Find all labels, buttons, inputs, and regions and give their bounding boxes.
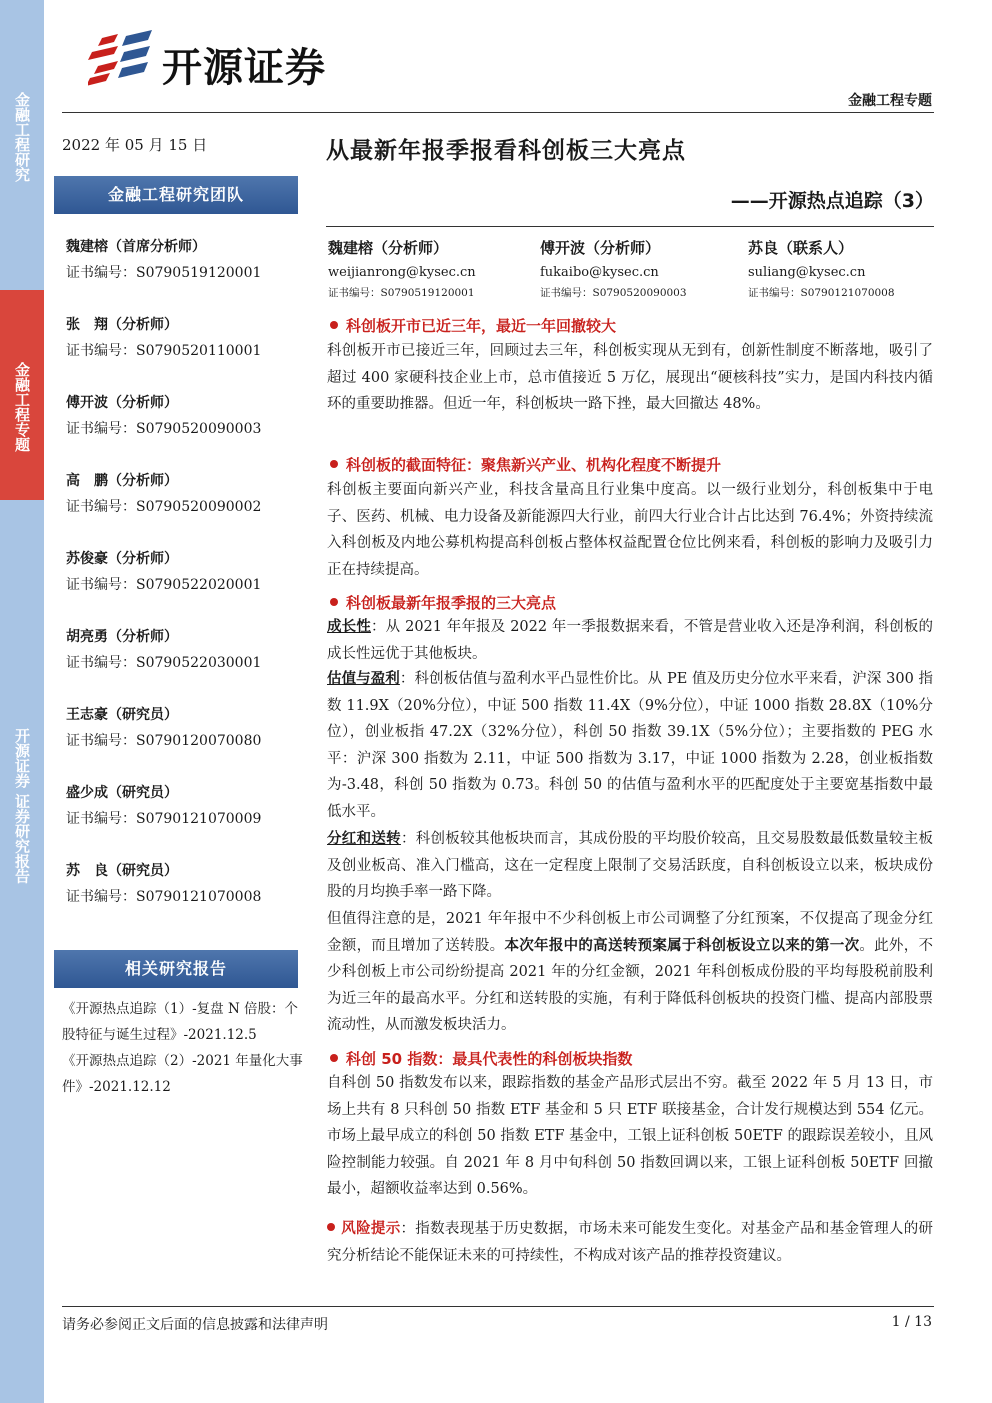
section-heading: 科创 50 指数：最具代表性的科创板块指数 [330, 1048, 632, 1069]
valuation-paragraph: 估值与盈利：科创板估值与盈利水平凸显性价比。从 PE 值及历史分位水平来看，沪深 300 指数 11.9X（20%分位），中证 500 指数 11.4X（9%分位），中证 1000 指数 28.8X（10%分位），创业板指 47.2X（32%分位），科创 50 指数 39.1X（5%分位）；主要指数的 PEG 水平：沪深 300 指数为 2.11，中证 500 指数为 3.17，中证 1000 指数为 2.28，创业板指数为-3.48，科创 50 指数为 0.73。科创 50 的估值与盈利水平的匹配度处于主要宽基指数中最低水平。 [327, 670, 934, 820]
team-member-cert: 证书编号：S0790522030001 [66, 655, 262, 671]
related-reports-title: 相关研究报告 [54, 950, 298, 988]
team-member-cert: 证书编号：S0790520090003 [66, 421, 262, 437]
bullet-icon [330, 460, 338, 468]
highlight-text: 本次年报中的高送转预案属于科创板设立以来的第一次 [504, 936, 860, 954]
section-paragraph: 科创板开市已接近三年，回顾过去三年，科创板实现从无到有，创新性制度不断落地，吸引了超过 400 家硬科技企业上市，总市值接近 5 万亿，展现出“硬核科技”实力，是国内科技内循环的重要助推器。但近一年，科创板块一路下挫，最大回撤达 48%。 [327, 343, 933, 412]
team-member-cert: 证书编号：S0790120070080 [66, 733, 262, 749]
related-report-link[interactable]: 《开源热点追踪（1）-复盘 N 倍股：个股特征与诞生过程》-2021.12.5 [62, 1001, 299, 1043]
team-member-name: 傅开波（分析师） [66, 395, 178, 411]
team-member-name: 苏 良（研究员） [66, 863, 178, 879]
team-member-cert: 证书编号：S0790522020001 [66, 577, 262, 593]
team-member-name: 王志豪（研究员） [66, 707, 178, 723]
team-member-cert: 证书编号：S0790121070008 [66, 889, 262, 905]
report-subtitle: ——开源热点追踪（3） [730, 190, 934, 212]
author-email[interactable]: suliang@kysec.cn [748, 265, 866, 280]
team-member-name: 苏俊豪（分析师） [66, 551, 178, 567]
page-number: 1 / 13 [891, 1314, 932, 1330]
author-block [748, 236, 895, 302]
author-cert: 证书编号：S0790520090003 [540, 287, 687, 299]
team-member [66, 314, 306, 362]
dividend-note-paragraph: 但值得注意的是，2021 年年报中不少科创板上市公司调整了分红预案，不仅提高了现金分红金额，而且增加了送转股。本次年报中的高送转预案属于科创板设立以来的第一次。此外，不少科创板上市公司纷纷提高 2021 年的分红金额，2021 年科创板成份股的平均每股税前股利为近三年的最高水平。分红和送转股的实施，有利于降低科创板块的投资门槛、提高内部股票流动性，从而激发板块活力。 [327, 911, 934, 1033]
report-date: 2022 年 05 月 15 日 [62, 136, 208, 154]
bullet-icon [327, 1223, 335, 1231]
side-strip-label-middle: 金融工程专题 [13, 362, 31, 452]
header-divider [62, 112, 934, 113]
bullet-icon [330, 598, 338, 606]
author-cert: 证书编号：S0790519120001 [328, 287, 475, 299]
team-member-name: 高 鹏（分析师） [66, 473, 178, 489]
author-block [540, 236, 687, 302]
section-paragraph: 自科创 50 指数发布以来，跟踪指数的基金产品形式层出不穷。截至 2022 年 5 月 13 日，市场上共有 8 只科创 50 指数 ETF 基金和 5 只 ETF 联接基金，合计发行规模达到 554 亿元。市场上最早成立的科创 50 指数 ETF 基金中，工银上证科创板 50ETF 的跟踪误差较小，且风险控制能力较强。自 2021 年 8 月中旬科创 50 指数回调以来，工银上证科创板 50ETF 回撤最小，超额收益率达到 0.56%。 [327, 1075, 933, 1197]
author-block [328, 236, 476, 302]
brand-name: 开源证券 [162, 45, 326, 91]
bullet-icon [330, 321, 338, 329]
team-member-name: 魏建榕（首席分析师） [66, 239, 206, 255]
team-member [66, 548, 306, 596]
team-title: 金融工程研究团队 [54, 176, 298, 214]
bullet-icon [330, 1054, 338, 1062]
section-paragraph: 科创板主要面向新兴产业，科技含量高且行业集中度高。以一级行业划分，科创板集中于电子、医药、机械、电力设备及新能源四大行业，前四大行业合计占比达到 76.4%；外资持续流入科创板及内地公募机构提高科创板占整体权益配置仓位比例来看，科创板的影响力及吸引力正在持续提高。 [327, 482, 933, 578]
risk-paragraph: 风险提示：指数表现基于历史数据，市场未来可能发生变化。对基金产品和基金管理人的研究分析结论不能保证未来的可持续性，不构成对该产品的推荐投资建议。 [327, 1221, 933, 1264]
footer-divider [62, 1306, 934, 1307]
dividend-label: 分红和送转 [327, 830, 401, 847]
team-member-cert: 证书编号：S0790519120001 [66, 265, 262, 281]
author-cert: 证书编号：S0790121070008 [748, 287, 895, 299]
brand-logo-icon [88, 30, 158, 90]
valuation-label: 估值与盈利 [327, 670, 400, 687]
section-heading: 科创板最新年报季报的三大亮点 [330, 592, 556, 613]
team-member-name: 胡亮勇（分析师） [66, 629, 178, 645]
team-member [66, 470, 306, 518]
team-member-cert: 证书编号：S0790520090002 [66, 499, 262, 515]
author-name: 傅开波（分析师） [540, 239, 661, 257]
team-member-name: 盛少成（研究员） [66, 785, 178, 801]
author-name: 苏良（联系人） [748, 239, 854, 257]
team-member [66, 392, 306, 440]
title-divider [326, 226, 934, 227]
brand-logo [88, 30, 388, 90]
side-strip-label-top: 金融工程研究 [13, 92, 31, 182]
section-heading: 科创板开市已近三年，最近一年回撤较大 [330, 315, 616, 336]
side-strip [0, 0, 44, 1403]
footer-disclaimer: 请务必参阅正文后面的信息披露和法律声明 [62, 1317, 328, 1333]
report-category: 金融工程专题 [848, 93, 932, 109]
author-name: 魏建榕（分析师） [328, 239, 449, 257]
team-member-cert: 证书编号：S0790520110001 [66, 343, 262, 359]
growth-label: 成长性 [327, 618, 371, 635]
section-heading: 科创板的截面特征：聚焦新兴产业、机构化程度不断提升 [330, 454, 721, 475]
team-member [66, 704, 306, 752]
team-member-name: 张 翔（分析师） [66, 317, 178, 333]
team-member [66, 782, 306, 830]
team-member [66, 626, 306, 674]
team-member-cert: 证书编号：S0790121070009 [66, 811, 262, 827]
growth-paragraph: 成长性：从 2021 年年报及 2022 年一季报数据来看，不管是营业收入还是净利润，科创板的成长性远优于其他板块。 [327, 618, 933, 662]
team-member [66, 860, 306, 908]
report-title: 从最新年报季报看科创板三大亮点 [326, 138, 686, 164]
author-email[interactable]: weijianrong@kysec.cn [328, 265, 476, 280]
related-report-link[interactable]: 《开源热点追踪（2）-2021 年量化大事件》-2021.12.12 [62, 1053, 303, 1095]
risk-label: 风险提示 [341, 1221, 401, 1237]
author-email[interactable]: fukaibo@kysec.cn [540, 265, 659, 280]
dividend-paragraph: 分红和送转：科创板较其他板块而言，其成份股的平均股价较高，且交易股数最低数量较主板及创业板高、准入门槛高，这在一定程度上限制了交易活跃度，自科创板设立以来，板块成份股的月均换手率一路下降。 [327, 830, 933, 900]
team-member [66, 236, 306, 284]
side-strip-label-bottom: 开源证券 证券研究报告 [13, 728, 31, 884]
